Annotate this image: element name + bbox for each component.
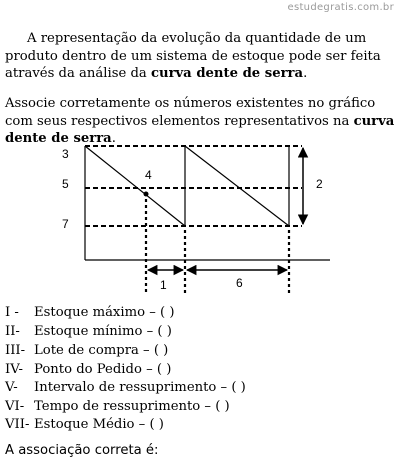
- option-vii-num: VII-: [5, 417, 30, 432]
- watermark: estudegratis.com.br: [287, 2, 394, 13]
- option-iii-num: III-: [5, 343, 26, 358]
- option-iv: [5, 361, 171, 378]
- intro-bold-term: curva dente de serra: [150, 66, 304, 81]
- option-iv-num: IV-: [5, 362, 23, 377]
- option-vi-text: Tempo de ressuprimento – ( ): [34, 399, 230, 414]
- label-1: 1: [160, 278, 167, 292]
- option-ii-num: II-: [5, 324, 20, 339]
- reorder-point-dot: [144, 192, 149, 197]
- option-v-text: Intervalo de ressuprimento – ( ): [34, 380, 246, 395]
- intro-text: A representação da evolução da quantidade de um produto dentro de um sistema de estoque pode ser feita através da análise da: [5, 31, 381, 81]
- option-v-num: V-: [5, 380, 18, 395]
- option-i-num: I -: [5, 305, 19, 320]
- intro-paragraph: [5, 30, 398, 83]
- sawtooth-slope-2: [185, 146, 289, 226]
- sawtooth-slope-1: [85, 146, 185, 226]
- instruction-text: Associe corretamente os números existentes no gráfico com seus respectivos elementos representativos na: [5, 96, 376, 129]
- label-3: 3: [62, 147, 69, 161]
- label-5: 5: [62, 177, 69, 191]
- label-4: 4: [145, 168, 152, 182]
- label-6: 6: [236, 276, 243, 290]
- option-i-text: Estoque máximo – ( ): [34, 305, 175, 320]
- option-i: [5, 304, 175, 321]
- label-2: 2: [316, 177, 323, 191]
- option-iv-text: Ponto do Pedido – ( ): [34, 362, 172, 377]
- option-ii-text: Estoque mínimo – ( ): [34, 324, 172, 339]
- option-vi: [5, 398, 230, 415]
- instruction-bold-term: curva dente de serra: [5, 113, 395, 146]
- label-7: 7: [62, 217, 69, 231]
- option-iii-text: Lote de compra – ( ): [34, 343, 169, 358]
- answer-prompt: A associação correta é:: [5, 443, 159, 458]
- intro-end: .: [303, 66, 308, 81]
- sawtooth-diagram: [0, 138, 402, 298]
- option-vii-text: Estoque Médio – ( ): [34, 417, 164, 432]
- option-v: [5, 379, 246, 396]
- option-vii: [5, 416, 164, 433]
- instruction-end: .: [111, 131, 116, 146]
- option-ii: [5, 323, 172, 340]
- option-iii: [5, 342, 168, 359]
- option-vi-num: VI-: [5, 399, 25, 414]
